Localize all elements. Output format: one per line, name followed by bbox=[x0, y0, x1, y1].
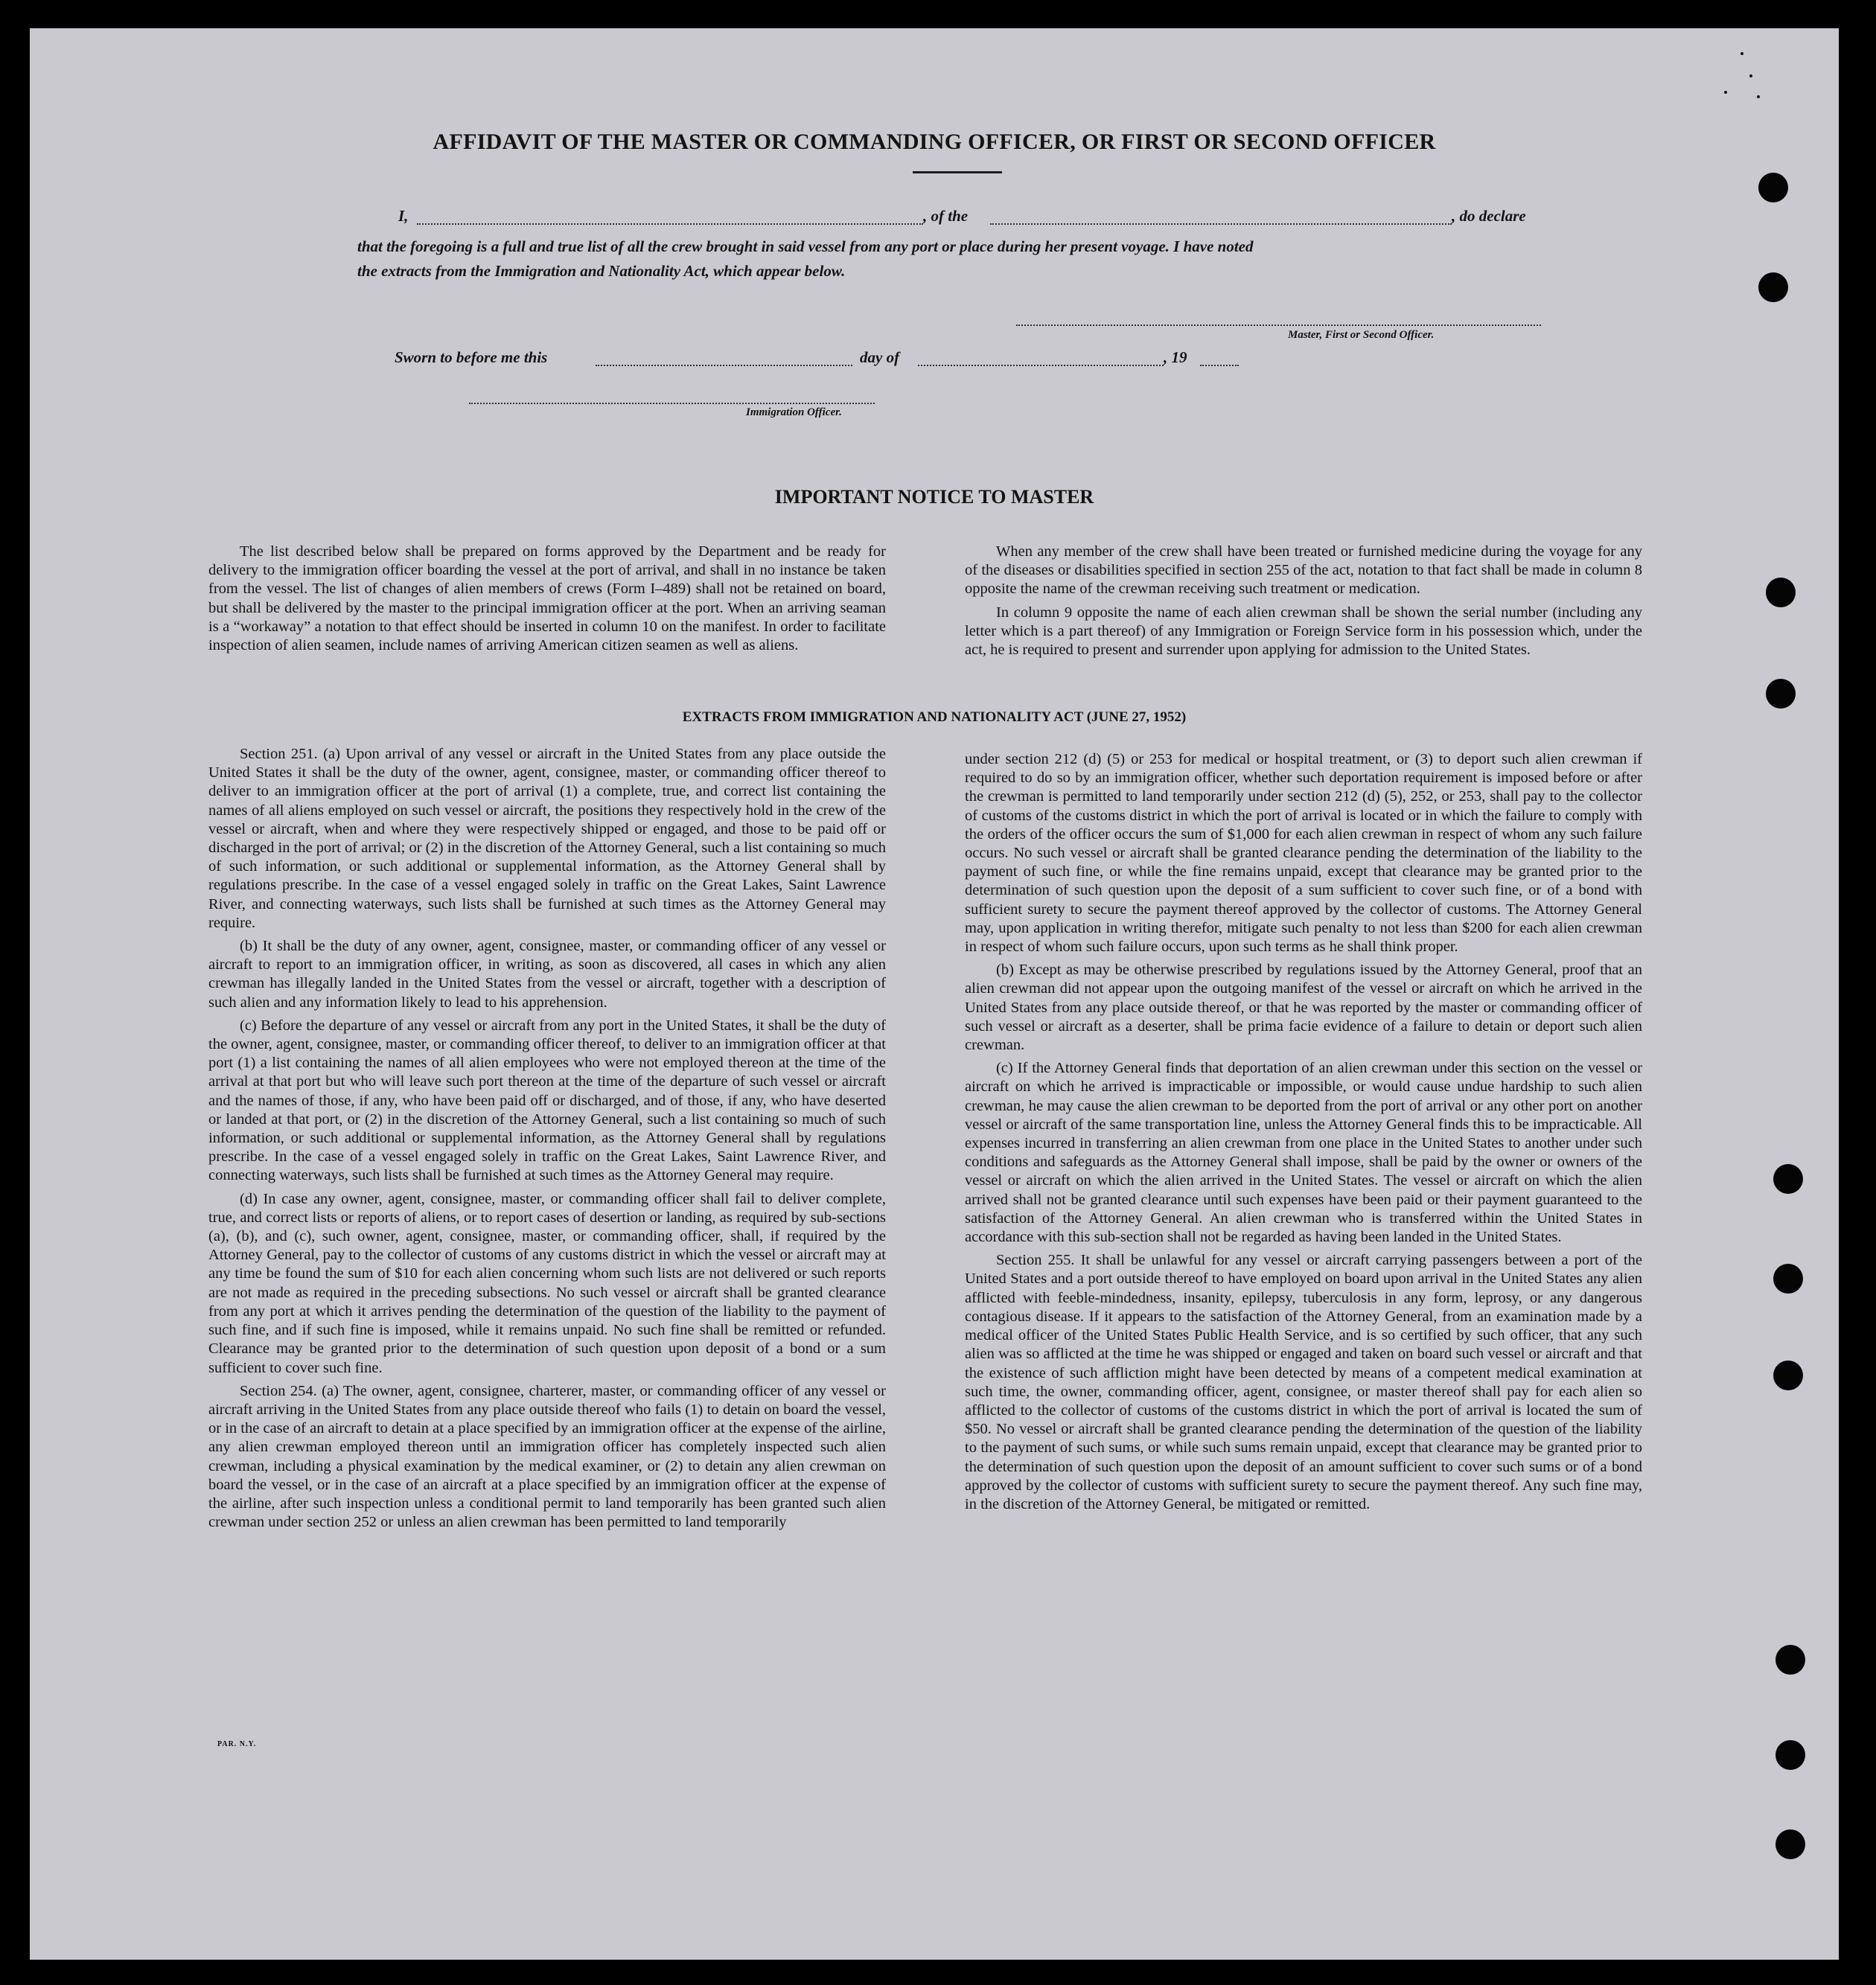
scan-speck bbox=[1741, 52, 1743, 55]
affidavit-i-label: I, bbox=[398, 207, 409, 225]
title-divider bbox=[913, 171, 1002, 173]
binder-hole bbox=[1766, 578, 1796, 607]
section-254-a: Section 254. (a) The owner, agent, consignee, charterer, master, or commanding officer of any vessel or aircraft arriving in the United States from any place outside thereof who fails (1) to detain on board the vessel, or in the case of an aircraft to detain at a place specified by an immigration officer at the expense of the airline, any alien crewman employed thereon until an immigration officer has completely inspected such alien crewman, including a physical examination by the medical examiner, or (2) to detain any alien crewman on board the vessel, or in the case of an aircraft at a place specified by an immigration officer at the expense of the airline, after such inspection unless a conditional permit to land temporarily has been granted such alien crewman under section 252 or unless an alien crewman has been permitted to land temporarily bbox=[208, 1382, 886, 1531]
affidavit-statement-line-3: the extracts from the Immigration and Nationality Act, which appear below. bbox=[357, 262, 846, 280]
notice-left-column bbox=[208, 543, 886, 655]
officer-signature-blank-line[interactable] bbox=[469, 403, 875, 404]
scan-speck bbox=[1757, 95, 1760, 98]
binder-hole bbox=[1776, 1740, 1805, 1770]
section-254-b: (b) Except as may be otherwise prescribed by regulations issued by the Attorney General, proof that an alien crewman did not appear upon the outgoing manifest of the vessel or aircraft on which he arrived in the United States from any place outside thereof, or that he was reported by the master or commanding officer of such vessel or aircraft as a deserter, shall be prima facie evidence of a failure to detain or deport such alien crewman. bbox=[965, 962, 1642, 1054]
affidavit-title: AFFIDAVIT OF THE MASTER OR COMMANDING OFFICER, OR FIRST OR SECOND OFFICER bbox=[433, 130, 1436, 154]
section-254-c: (c) If the Attorney General finds that deportation of an alien crewman under this section on the vessel or aircraft on which he arrived is impracticable or impossible, or would cause undue hardship to such alien crewman, he may cause the alien crewman to be deported from the port of arrival or any other port on another vessel or aircraft of the same transportation line, unless the Attorney General finds this to be impracticable. All expenses incurred in transferring an alien crewman from one place in the United States to another under such conditions and safeguards as the Attorney General shall impose, shall be paid by the owner or owners of the vessel or aircraft on which the alien arrived in the United States. The vessel or aircraft on which the alien arrived shall not be granted clearance until such expenses have been paid or their payment guaranteed to the satisfaction of the Attorney General. An alien crewman who is transferred within the United States in accordance with this sub-section shall not be regarded as having been landed in the United States. bbox=[965, 1060, 1642, 1246]
binder-hole bbox=[1758, 173, 1788, 202]
section-251-a: Section 251. (a) Upon arrival of any vessel or aircraft in the United States from any place outside the United States it shall be the duty of the owner, agent, consignee, master, or commanding officer thereof to deliver to an immigration officer at the port of arrival (1) a complete, true, and correct list containing the names of all aliens employed on such vessel or aircraft, the positions they respectively hold in the crew of the vessel or aircraft, when and where they were respectively shipped or engaged, and those to be paid off or discharged in the port of arrival; or (2) in the discretion of the Attorney General, such a list containing so much of such information, or such additional or supplemental information, as the Attorney General shall by regulations prescribe. In the case of a vessel engaged solely in traffic on the Great Lakes, Saint Lawrence River, and connecting waterways, such lists shall be furnished at such times as the Attorney General may require. bbox=[208, 746, 886, 931]
affidavit-statement-line-2: that the foregoing is a full and true list of all the crew brought in said vessel from any port or place during her present voyage. I have noted bbox=[357, 237, 1254, 255]
section-254-a-continued: under section 212 (d) (5) or 253 for medical or hospital treatment, or (3) to deport such alien crewman if required to do so by an immigration officer, whether such deportation requirement is imposed before or after the crewman is permitted to land temporarily under section 212 (d) (5), 252, or 253, shall pay to the collector of customs of the customs district in which the port of arrival is located or in which the failure to comply with the orders of the officer occurs the sum of $1,000 for each alien crewman in respect of whom any such failure occurs. No such vessel or aircraft shall be granted clearance pending the determination of the liability to the payment of such fine, or while the fine remains unpaid, except that clearance may be granted prior to the determination of such question upon the deposit of a sum sufficient to cover such fine, or of a bond with sufficient surety to secure the payment thereof approved by the collector of customs. The Attorney General may, upon application in writing therefor, mitigate such penalty to not less than $200 for each alien crewman in respect of whom such failure occurs, upon such terms as he shall think proper. bbox=[965, 751, 1642, 956]
binder-hole bbox=[1773, 1264, 1803, 1294]
section-251-d: (d) In case any owner, agent, consignee, master, or commanding officer shall fail to deliver complete, true, and correct lists or reports of aliens, or to report cases of desertion or landing, as required by sub-sections (a), (b), and (c), such owner, agent, consignee, master, or commanding officer, shall, if required by the Attorney General, pay to the collector of customs of any customs district in which the vessel or aircraft may at any time be found the sum of $10 for each alien concerning whom such lists are not delivered or such reports are not made as required in the preceding subsections. No such vessel or aircraft shall be granted clearance from any port at which it arrives pending the determination of the question of the liability to the payment of such fine, and if such fine is imposed, while it remains unpaid. No such fine shall be remitted or refunded. Clearance may be granted prior to the determination of such question upon deposit of a bond or a sum sufficient to cover such fine. bbox=[208, 1190, 886, 1376]
year-blank-line[interactable] bbox=[1200, 365, 1239, 366]
name-blank-line[interactable] bbox=[417, 223, 923, 225]
affidavit-declare-label: , do declare bbox=[1452, 207, 1526, 225]
notice-right-paragraph-2: In column 9 opposite the name of each alien crewman shall be shown the serial number (including any letter which is a part thereof) of any Immigration or Foreign Service form in his possession which, under the act, he is required to present and surrender upon applying for admission to the United States. bbox=[965, 604, 1642, 659]
section-251-c: (c) Before the departure of any vessel or aircraft from any port in the United States, it shall be the duty of the owner, agent, consignee, master, or commanding officer thereof, to deliver to an immigration officer at that port (1) a list containing the names of all alien employees who were not employed thereon at the time of the arrival at that port but who will leave such port thereon at the time of the departure of such vessel or aircraft and the names of those, if any, who have been paid off or discharged, and of those, if any, who have deserted or landed at that port, or (2) in the discretion of the Attorney General, such a list containing so much of such information, or such additional or supplemental information, as the Attorney General shall by regulations prescribe. In the case of a vessel engaged solely in traffic on the Great Lakes, Saint Lawrence River, and connecting waterways, such lists shall be furnished at such times as the Attorney General may require. bbox=[208, 1017, 886, 1184]
binder-hole bbox=[1766, 679, 1796, 709]
scanned-document-page bbox=[30, 28, 1839, 1960]
notice-right-paragraph-1: When any member of the crew shall have been treated or furnished medicine during the voyage for any of the diseases or disabilities specified in section 255 of the act, notation to that fact shall be made in column 8 opposite the name of the crewman receiving such treatment or medication. bbox=[965, 543, 1642, 598]
binder-hole bbox=[1776, 1829, 1805, 1859]
scan-speck bbox=[1724, 91, 1727, 94]
year-label: , 19 bbox=[1164, 348, 1187, 366]
extracts-title: EXTRACTS FROM IMMIGRATION AND NATIONALITY ACT (JUNE 27, 1952) bbox=[682, 709, 1187, 725]
section-251-b: (b) It shall be the duty of any owner, agent, consignee, master, or commanding officer of any vessel or aircraft to report to an immigration officer, in writing, as soon as discovered, all cases in which any alien crewman has illegally landed in the United States from the vessel or aircraft, together with a description of such alien and any information likely to lead to his apprehension. bbox=[208, 938, 886, 1011]
sworn-label: Sworn to before me this bbox=[395, 348, 548, 366]
binder-hole bbox=[1773, 1361, 1803, 1390]
extracts-right-column bbox=[965, 750, 1642, 1514]
sworn-day-blank-line[interactable] bbox=[596, 365, 852, 366]
notice-right-column bbox=[965, 543, 1642, 659]
binder-hole bbox=[1773, 1164, 1803, 1194]
scan-speck bbox=[1749, 74, 1752, 77]
notice-title: IMPORTANT NOTICE TO MASTER bbox=[774, 486, 1094, 508]
sworn-month-blank-line[interactable] bbox=[918, 365, 1164, 366]
printer-mark: PAR. N.Y. bbox=[217, 1740, 257, 1748]
day-of-label: day of bbox=[860, 348, 900, 366]
binder-hole bbox=[1776, 1645, 1805, 1675]
notice-left-paragraph: The list described below shall be prepared on forms approved by the Department and be ready for delivery to the immigration officer boarding the vessel at the port of arrival, and shall in no instance be taken from the vessel. The list of changes of alien members of crews (Form I–489) shall not be retained on board, but shall be delivered by the master to the principal immigration officer at the port. When an arriving seaman is a “workaway” a notation to that effect should be inserted in column 10 on the manifest. In order to facilitate inspection of alien seamen, include names of arriving American citizen seamen as well as aliens. bbox=[208, 543, 886, 654]
signature-label: Master, First or Second Officer. bbox=[1288, 329, 1435, 341]
vessel-blank-line[interactable] bbox=[990, 223, 1452, 225]
affidavit-of-the-label: , of the bbox=[923, 207, 969, 225]
officer-label: Immigration Officer. bbox=[746, 406, 842, 418]
section-255: Section 255. It shall be unlawful for any vessel or aircraft carrying passengers between a port of the United States and a port outside thereof to have employed on board upon arrival in the United States any alien afflicted with feeble-mindedness, insanity, epilepsy, tuberculosis in any form, leprosy, or any dangerous contagious disease. If it appears to the satisfaction of the Attorney General, from an examination made by a medical officer of the United States Public Health Service, and is so certified by such officer, that any such alien was so afflicted at the time he was shipped or engaged and taken on board such vessel or aircraft and that the existence of such affliction might have been detected by means of a competent medical examination at such time, the owner, commanding officer, agent, consignee, or master thereof shall pay for each alien so afflicted to the collector of customs of the customs district in which the port of arrival is located the sum of $50. No vessel or aircraft shall be granted clearance pending the determination of the question of the liability to the payment of such sums, or while such sums remain unpaid, except that clearance may be granted prior to the determination of such question upon the deposit of an amount sufficient to cover such sums or of a bond approved by the collector of customs with sufficient surety to secure the payment thereof. Any such fine may, in the discretion of the Attorney General, be mitigated or remitted. bbox=[965, 1252, 1642, 1512]
binder-hole bbox=[1758, 272, 1788, 302]
extracts-left-column bbox=[208, 745, 886, 1532]
signature-blank-line[interactable] bbox=[1016, 325, 1541, 326]
